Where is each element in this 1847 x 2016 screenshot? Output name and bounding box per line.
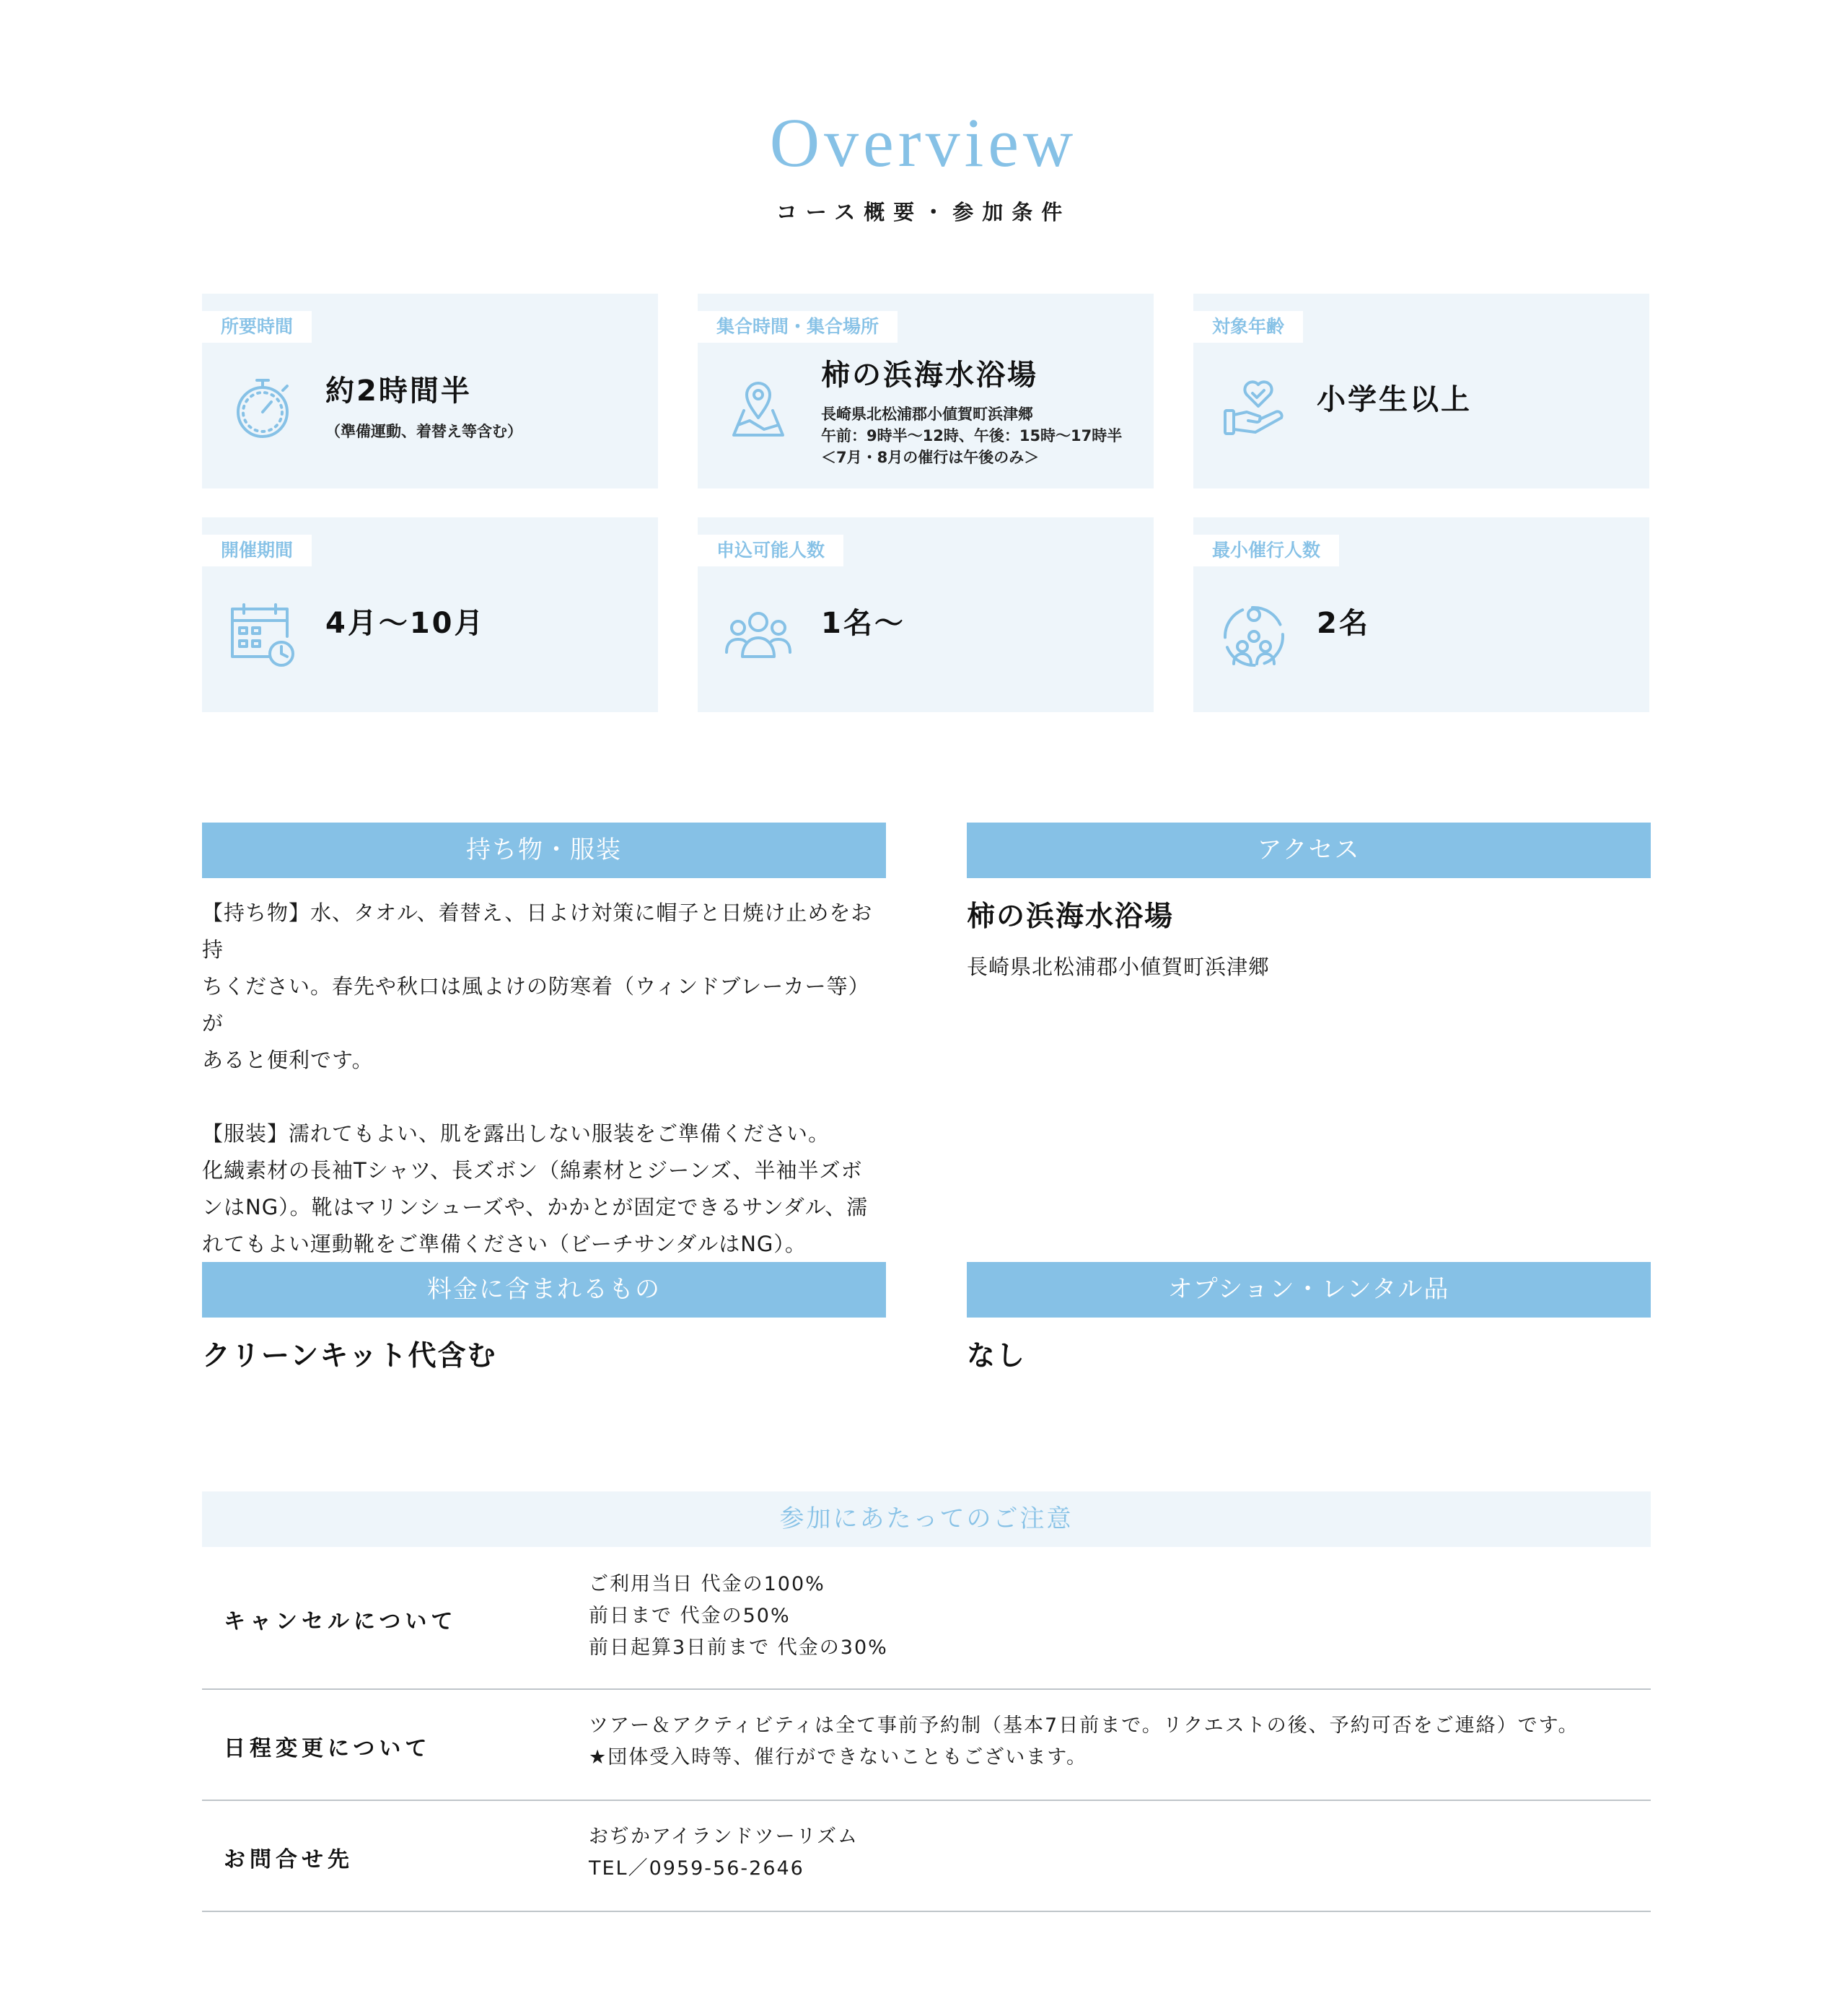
- calendar-clock-icon: [228, 600, 297, 670]
- heart-hand-icon: [1219, 370, 1289, 439]
- options-value: なし: [967, 1340, 1027, 1372]
- map-pin-icon: [724, 373, 793, 442]
- notice-label: キャンセルについて: [224, 1609, 457, 1634]
- notice-line: ツアー＆アクティビティは全て事前予約制（基本7日前まで。リクエストの後、予約可否をご連絡）です。: [589, 1714, 1579, 1737]
- notice-line: ご利用当日 代金の100%: [589, 1573, 825, 1595]
- card-tag: 集合時間・集合場所: [698, 311, 898, 343]
- card-season: [202, 517, 658, 712]
- card-value: 柿の浜海水浴場: [821, 359, 1038, 392]
- included-heading: 料金に含まれるもの: [202, 1262, 886, 1318]
- access-heading: アクセス: [967, 823, 1651, 878]
- belongings-heading: 持ち物・服装: [202, 823, 886, 878]
- notice-line: 前日まで 代金の50%: [589, 1605, 791, 1627]
- belongings-line: ちください。春先や秋口は風よけの防寒着（ウィンドブレーカー等）が: [202, 974, 870, 1035]
- community-icon: [1219, 600, 1289, 670]
- notice-row-contact: [202, 1801, 1651, 1912]
- notice-label: 日程変更について: [224, 1736, 431, 1761]
- card-value: 4月〜10月: [325, 607, 486, 640]
- card-minimum: [1193, 517, 1649, 712]
- notice-line: ★団体受入時等、催行ができないこともございます。: [589, 1746, 1088, 1769]
- notice-content: [589, 1710, 1579, 1774]
- clothing-line: 化繊素材の長袖Tシャツ、長ズボン（綿素材とジーンズ、半袖半ズボ: [202, 1158, 863, 1183]
- belongings-line: 【持ち物】水、タオル、着替え、日よけ対策に帽子と日焼け止めをお持: [202, 900, 873, 962]
- card-tag: 所要時間: [202, 311, 312, 343]
- included-value: クリーンキット代含む: [202, 1340, 497, 1372]
- card-note-times: 午前：9時半〜12時、午後：15時〜17時半: [821, 427, 1123, 444]
- notice-content: [589, 1569, 888, 1664]
- card-tag: 対象年齢: [1193, 311, 1303, 343]
- card-capacity: [698, 517, 1154, 712]
- stopwatch-icon: [228, 373, 297, 442]
- access-place: 柿の浜海水浴場: [967, 900, 1175, 933]
- card-value: 1名〜: [821, 607, 905, 640]
- card-age: [1193, 294, 1649, 488]
- card-value: 約2時間半: [325, 374, 472, 408]
- belongings-text: [202, 895, 886, 1263]
- card-tag: 開催期間: [202, 535, 312, 566]
- notice-content: [589, 1821, 859, 1885]
- notice-line: TEL／0959-56-2646: [589, 1857, 804, 1880]
- card-note-season: ＜7月・8月の催行は午後のみ＞: [821, 449, 1040, 466]
- card-duration: [202, 294, 658, 488]
- card-value: 2名: [1317, 607, 1370, 640]
- page-subtitle: コース概要・参加条件: [776, 200, 1071, 224]
- card-tag: 申込可能人数: [698, 535, 843, 566]
- card-note: （準備運動、着替え等含む）: [325, 423, 522, 440]
- clothing-line: 【服装】濡れてもよい、肌を露出しない服装をご準備ください。: [202, 1121, 830, 1146]
- card-tag: 最小催行人数: [1193, 535, 1339, 566]
- card-note-address: 長崎県北松浦郡小値賀町浜津郷: [821, 406, 1033, 423]
- notice-heading: 参加にあたってのご注意: [202, 1491, 1651, 1547]
- card-value: 小学生以上: [1317, 383, 1472, 416]
- options-heading: オプション・レンタル品: [967, 1262, 1651, 1318]
- clothing-line: れてもよい運動靴をご準備ください（ビーチサンダルはNG）。: [202, 1232, 807, 1256]
- notice-row-cancel: [202, 1547, 1651, 1690]
- notice-line: おぢかアイランドツーリズム: [589, 1826, 859, 1848]
- notice-line: 前日起算3日前まで 代金の30%: [589, 1636, 888, 1659]
- clothing-line: ンはNG）。靴はマリンシューズや、かかとが固定できるサンダル、濡: [202, 1195, 869, 1219]
- belongings-line: あると便利です。: [202, 1048, 374, 1072]
- overview-header: [0, 104, 1847, 226]
- notice-row-schedule: [202, 1690, 1651, 1801]
- card-meeting: [698, 294, 1154, 488]
- people-group-icon: [724, 600, 793, 670]
- page-title: Overview: [769, 104, 1078, 181]
- access-address: 長崎県北松浦郡小値賀町浜津郷: [967, 955, 1271, 979]
- notice-label: お問合せ先: [224, 1847, 354, 1872]
